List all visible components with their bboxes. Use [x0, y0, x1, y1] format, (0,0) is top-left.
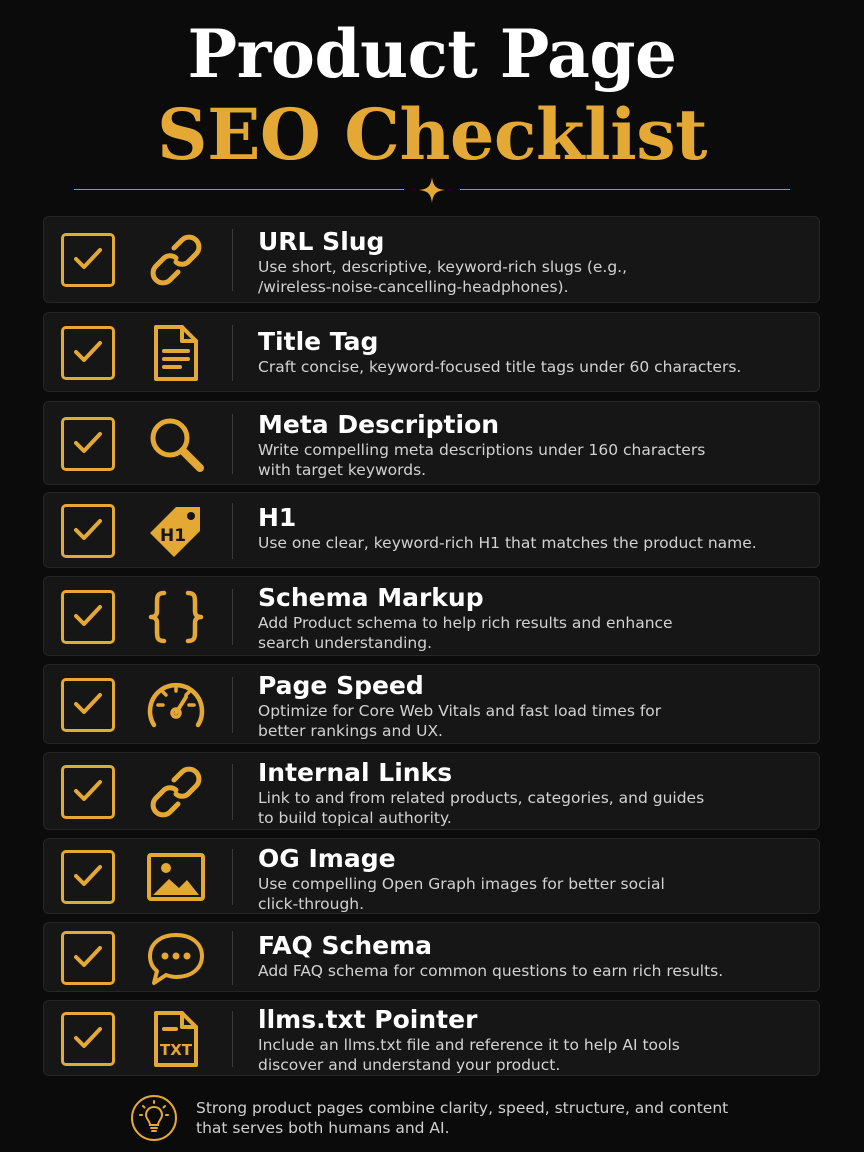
link-icon: [144, 228, 208, 292]
item-description: Use compelling Open Graph images for better social click-through.: [258, 875, 665, 913]
h1-tag-label: H1: [159, 526, 187, 546]
search-icon: [144, 412, 208, 476]
checkmark-icon: [73, 603, 103, 629]
txt-file-icon: [144, 1007, 208, 1071]
footer-tip: [130, 1094, 770, 1144]
item-description: Use short, descriptive, keyword-rich slugs (e.g., /wireless-noise-cancelling-headphones).: [258, 258, 628, 296]
checklist-item-llms-txt-pointer: [43, 1000, 820, 1076]
checklist-item-url-slug: [43, 216, 820, 303]
document-icon: [144, 321, 208, 385]
item-description: Add FAQ schema for common questions to earn rich results.: [258, 962, 724, 980]
checkbox-checked[interactable]: [61, 678, 115, 732]
h1-tag-icon: [144, 499, 208, 563]
checkbox-checked[interactable]: [61, 504, 115, 558]
item-title: Schema Markup: [258, 583, 484, 612]
item-title: Meta Description: [258, 410, 500, 439]
chat-bubble-icon: [144, 927, 208, 991]
link-icon: [144, 760, 208, 824]
item-title: OG Image: [258, 844, 396, 873]
checklist-item-h1: [43, 492, 820, 568]
separator: [232, 229, 233, 291]
item-title: H1: [258, 503, 297, 532]
item-description: Write compelling meta descriptions under 160 characters with target keywords.: [258, 441, 706, 479]
image-icon: [144, 845, 208, 909]
separator: [232, 325, 233, 381]
separator: [232, 764, 233, 820]
checkbox-checked[interactable]: [61, 590, 115, 644]
title-line-2: SEO Checklist: [157, 93, 707, 176]
checklist-item-og-image: [43, 838, 820, 914]
checkbox-checked[interactable]: [61, 765, 115, 819]
item-description: Add Product schema to help rich results and enhance search understanding.: [258, 614, 673, 652]
page-title: [0, 14, 864, 176]
title-divider: [74, 176, 790, 204]
checkmark-icon: [73, 246, 103, 272]
checklist-item-faq-schema: [43, 922, 820, 992]
item-description: Craft concise, keyword-focused title tags under 60 characters.: [258, 358, 742, 376]
checkbox-checked[interactable]: [61, 326, 115, 380]
lightbulb-icon: [130, 1094, 178, 1142]
separator: [232, 589, 233, 645]
item-description: Optimize for Core Web Vitals and fast load times for better rankings and UX.: [258, 702, 662, 740]
checkmark-icon: [73, 430, 103, 456]
checkbox-checked[interactable]: [61, 850, 115, 904]
checkbox-checked[interactable]: [61, 233, 115, 287]
checkmark-icon: [73, 778, 103, 804]
divider-line-left: [74, 189, 404, 190]
checkmark-icon: [73, 517, 103, 543]
checklist-item-internal-links: [43, 752, 820, 830]
checkmark-icon: [73, 691, 103, 717]
sparkle-icon: [418, 176, 446, 204]
checkmark-icon: [73, 944, 103, 970]
item-description: Use one clear, keyword-rich H1 that matches the product name.: [258, 534, 757, 552]
checklist-item-schema-markup: [43, 576, 820, 656]
checkmark-icon: [73, 863, 103, 889]
checkmark-icon: [73, 339, 103, 365]
checkmark-icon: [73, 1025, 103, 1051]
item-title: Page Speed: [258, 671, 424, 700]
checkbox-checked[interactable]: [61, 1012, 115, 1066]
separator: [232, 931, 233, 985]
checklist-item-page-speed: [43, 664, 820, 744]
separator: [232, 503, 233, 559]
separator: [232, 414, 233, 474]
checklist-item-title-tag: [43, 312, 820, 392]
item-title: llms.txt Pointer: [258, 1005, 478, 1034]
item-title: FAQ Schema: [258, 931, 433, 960]
footer-text: Strong product pages combine clarity, speed, structure, and content that serves both humans and AI.: [196, 1099, 729, 1137]
checkbox-checked[interactable]: [61, 931, 115, 985]
item-description: Include an llms.txt file and reference it to help AI tools discover and understand your product.: [258, 1036, 680, 1074]
curly-braces-icon: [144, 585, 208, 649]
item-description: Link to and from related products, categories, and guides to build topical authority.: [258, 789, 705, 827]
separator: [232, 677, 233, 733]
divider-line-right: [460, 189, 790, 190]
item-title: Internal Links: [258, 758, 453, 787]
title-line-1: Product Page: [187, 15, 677, 93]
separator: [232, 1011, 233, 1067]
checklist-item-meta-description: [43, 401, 820, 485]
txt-file-label: TXT: [159, 1041, 193, 1059]
item-title: URL Slug: [258, 227, 385, 256]
separator: [232, 849, 233, 905]
speedometer-icon: [144, 673, 208, 737]
item-title: Title Tag: [258, 327, 379, 356]
checkbox-checked[interactable]: [61, 417, 115, 471]
